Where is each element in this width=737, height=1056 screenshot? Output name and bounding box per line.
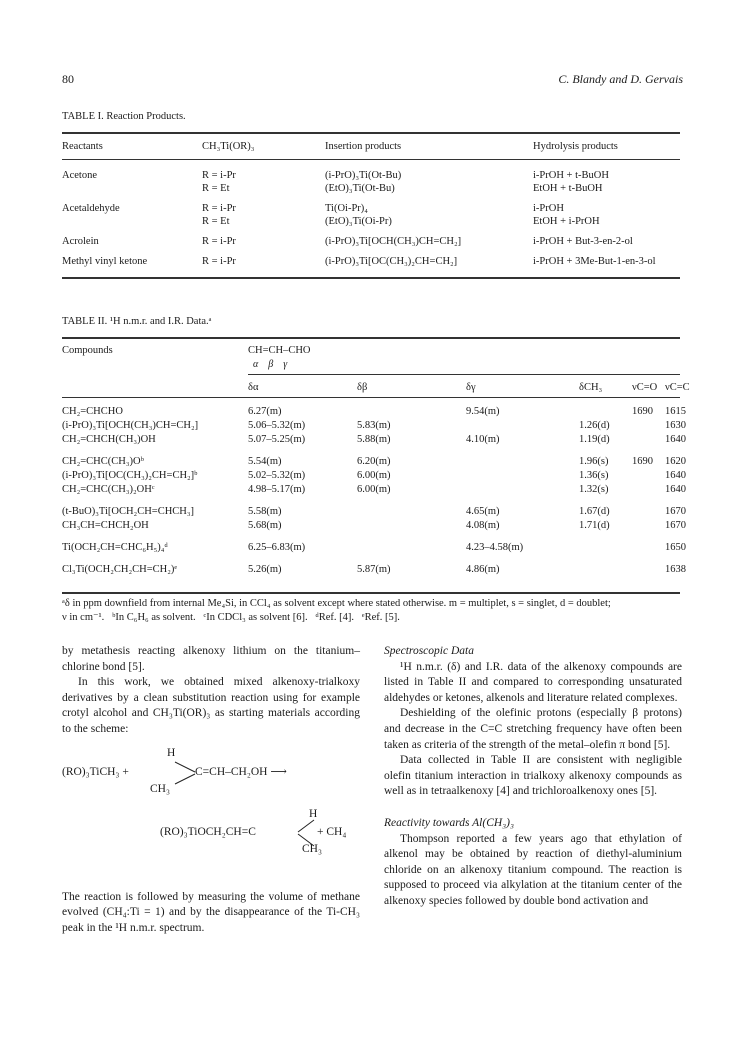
table-cell: 5.68(m)	[248, 520, 282, 531]
table-cell: Ti(Oi-Pr)₄	[325, 203, 368, 214]
table-cell: 4.98–5.17(m)	[248, 484, 306, 495]
table-cell: 1638	[665, 564, 686, 575]
table1	[62, 140, 680, 153]
table-cell: CH₂=CHCH(CH₃)OH	[62, 434, 156, 445]
table-cell: (i-PrO)₃Ti[OCH(CH₃)CH=CH₂]	[62, 420, 199, 431]
table-cell	[632, 433, 665, 455]
table2-header-compounds: Compounds	[62, 345, 113, 356]
table-row	[62, 182, 680, 202]
table-cell: i-PrOH	[533, 203, 564, 214]
table-cell: 5.02–5.32(m)	[248, 470, 306, 481]
table-cell	[632, 505, 665, 519]
paragraph: In this work, we obtained mixed alkenoxy-trialkoxy derivatives by a clean substitution reaction using for example crotyl alcohol and CH₃Ti(OR)₃ as starting materials according to the scheme:	[62, 676, 360, 735]
table-cell	[357, 519, 466, 541]
table2-subheader-row	[62, 381, 690, 394]
table2-subheader-cell: δγ	[466, 382, 476, 393]
table-cell: R = i-Pr	[202, 203, 236, 214]
table2-header-rule	[62, 397, 680, 398]
table-cell: 5.06–5.32(m)	[248, 420, 306, 431]
table2-footnote-line2: ν in cm⁻¹. ᵇIn C₆H₆ as solvent. ᶜIn CDCl₃ as solvent [6]. ᵈRef. [4]. ᵉRef. [5].	[62, 612, 400, 623]
table-cell	[357, 505, 466, 519]
table-cell: (EtO)₃Ti(Ot-Bu)	[325, 183, 395, 194]
table-cell	[466, 483, 579, 505]
table2-body	[62, 405, 686, 577]
table-cell: 5.87(m)	[357, 564, 391, 575]
table2-subheaders	[62, 381, 690, 394]
table-cell: 1615	[665, 406, 686, 417]
table-cell: 1.32(s)	[579, 484, 609, 495]
table-cell: 1.71(d)	[579, 520, 610, 531]
table-cell: 1650	[665, 542, 686, 553]
table2-subheader-cell: δCH₃	[579, 382, 603, 393]
table1-header-cell: Insertion products	[325, 141, 402, 152]
table1-header-row	[62, 140, 680, 153]
section-heading: Reactivity towards Al(CH₃)₃	[384, 816, 515, 829]
paragraph: by metathesis reacting alkenoxy lithium on the titanium–chlorine bond [5].	[62, 645, 360, 673]
table-cell: (i-PrO)₃Ti[OC(CH₃)₂CH=CH₂]	[325, 256, 458, 267]
table2-subheader-rule	[248, 374, 680, 375]
table-row	[62, 215, 680, 235]
reaction-scheme	[62, 738, 360, 888]
table2-bottom-rule	[62, 592, 680, 594]
scheme-methane: + CH₄	[317, 825, 347, 838]
table-cell: 1.67(d)	[579, 506, 610, 517]
table-cell	[466, 419, 579, 433]
table2-subheader-cell: δβ	[357, 382, 368, 393]
table-cell: 4.86(m)	[466, 564, 500, 575]
table-cell: Acetaldehyde	[62, 203, 120, 214]
paragraph: Data collected in Table II are consistent with negligible olefin titanium interaction in trialkoxy alkenoxy compounds as well as in tetraalkenoxy [4] and trichloroalkenoxy ones [5].	[384, 754, 682, 798]
table-cell	[632, 519, 665, 541]
table-row	[62, 419, 686, 433]
table-cell: (i-PrO)₃Ti[OCH(CH₃)CH=CH₂]	[325, 236, 462, 247]
table-cell	[466, 455, 579, 469]
table-cell	[632, 563, 665, 577]
table-cell	[579, 405, 632, 419]
table-cell: 5.07–5.25(m)	[248, 434, 306, 445]
table1-bottom-rule	[62, 277, 680, 279]
paragraph: ¹H n.m.r. (δ) and I.R. data of the alkenoxy compounds are listed in Table II and compared to corresponding unsaturated aldehydes or ketones, alkenols and literature related complexes.	[384, 660, 682, 704]
table-cell: Ti(OCH₂CH=CHC₆H₅)₄ᵈ	[62, 542, 168, 553]
table-cell: i-PrOH + 3Me-But-1-en-3-ol	[533, 256, 656, 267]
table-cell	[466, 469, 579, 483]
scheme-ch3-right: CH₃	[302, 842, 322, 855]
table-row	[62, 505, 686, 519]
table-cell: 6.00(m)	[357, 470, 391, 481]
table-cell: 5.58(m)	[248, 506, 282, 517]
table2-header-greek: α β γ	[253, 359, 288, 370]
table-row	[62, 405, 686, 419]
table-cell	[357, 405, 466, 419]
table-cell: 1640	[665, 484, 686, 495]
table1-header-cell: Hydrolysis products	[533, 141, 618, 152]
table2-subheader-cell: νC=C	[665, 382, 690, 393]
table-cell: Acrolein	[62, 236, 99, 247]
table-cell: 1670	[665, 520, 686, 531]
table1-caption: TABLE I. Reaction Products.	[62, 111, 186, 122]
table-cell: 1.36(s)	[579, 470, 609, 481]
running-header-authors: C. Blandy and D. Gervais	[558, 72, 683, 86]
table1-body	[62, 169, 680, 268]
table-cell: CH₃CH=CHCH₂OH	[62, 520, 149, 531]
table-cell: 1640	[665, 470, 686, 481]
scheme-reactant: (RO)₃TiCH₃ +	[62, 765, 129, 778]
table-cell: EtOH + i-PrOH	[533, 216, 600, 227]
table-cell: (t-BuO)₃Ti[OCH₂CH=CHCH₃]	[62, 506, 195, 517]
table-cell: 1630	[665, 420, 686, 431]
table-row	[62, 455, 686, 469]
table-cell: 1670	[665, 506, 686, 517]
table-cell: Methyl vinyl ketone	[62, 256, 148, 267]
table2-subheader-cell: νC=O	[632, 382, 658, 393]
scheme-bonds-left	[173, 754, 197, 790]
left-column	[62, 644, 360, 936]
table1-header-cell: CH₃Ti(OR)₃	[202, 141, 255, 152]
table-row	[62, 255, 680, 268]
table-cell: 1690	[632, 406, 653, 417]
table-row	[62, 483, 686, 505]
table-cell: R = i-Pr	[202, 236, 236, 247]
table-cell: 1.26(d)	[579, 420, 610, 431]
table-cell: 5.88(m)	[357, 434, 391, 445]
table-cell	[62, 215, 202, 235]
table-cell: 6.00(m)	[357, 484, 391, 495]
table-row	[62, 433, 686, 455]
table-cell: 6.20(m)	[357, 456, 391, 467]
table2-caption: TABLE II. ¹H n.m.r. and I.R. Data.ᵃ	[62, 316, 212, 327]
table-cell: 1640	[665, 434, 686, 445]
table-cell: Acetone	[62, 170, 97, 181]
table-cell: 9.54(m)	[466, 406, 500, 417]
scheme-product: (RO)₃TiOCH₂CH=C	[160, 825, 256, 838]
scheme-alkene: C=CH–CH₂OH ⟶	[195, 765, 287, 778]
table-cell	[62, 182, 202, 202]
table-cell: 5.83(m)	[357, 420, 391, 431]
table-row	[62, 519, 686, 541]
table-cell: 5.26(m)	[248, 564, 282, 575]
table-cell: EtOH + t-BuOH	[533, 183, 603, 194]
table-cell	[632, 419, 665, 433]
table-cell: 1620	[665, 456, 686, 467]
paragraph: Deshielding of the olefinic protons (especially β protons) and decrease in the C=C stretching frequency have often been taken as criteria of the strength of the metal–olefin π bond [5].	[384, 707, 682, 751]
table-cell: 6.27(m)	[248, 406, 282, 417]
table-cell: 4.23–4.58(m)	[466, 542, 524, 553]
table1-top-rule	[62, 132, 680, 134]
table-cell: 4.08(m)	[466, 520, 500, 531]
table-row	[62, 235, 680, 255]
table-cell	[579, 541, 632, 563]
table-cell	[357, 541, 466, 563]
table-cell: 1.19(d)	[579, 434, 610, 445]
right-column	[384, 644, 682, 910]
scheme-h-right: H	[309, 807, 318, 820]
table2-header-formula: CH=CH–CHO	[248, 345, 311, 356]
table-cell: CH₂=CHC(CH₃)Oᵇ	[62, 456, 144, 467]
table-cell	[579, 563, 632, 577]
paragraph: The reaction is followed by measuring the volume of methane evolved (CH₄:Ti = 1) and by the disappearance of the Ti-CH₃ peak in the ¹H n.m.r. spectrum.	[62, 890, 360, 934]
table-cell: (i-PrO)₃Ti[OC(CH₃)₂CH=CH₂]ᵇ	[62, 470, 198, 481]
table-row	[62, 541, 686, 563]
table-cell: Cl₃Ti(OCH₂CH₂CH=CH₂)ᵉ	[62, 564, 178, 575]
table2-subheader-cell: δα	[248, 382, 259, 393]
table1-header-rule	[62, 159, 680, 160]
table-cell: CH₂=CHC(CH₃)₂OHᶜ	[62, 484, 155, 495]
scheme-h-top: H	[167, 746, 176, 759]
table-cell: 6.25–6.83(m)	[248, 542, 306, 553]
table-cell: (EtO)₃Ti(Oi-Pr)	[325, 216, 392, 227]
table-cell: 4.10(m)	[466, 434, 500, 445]
table-cell	[632, 483, 665, 505]
table-cell: CH₂=CHCHO	[62, 406, 123, 417]
table-cell: R = Et	[202, 183, 230, 194]
table-row	[62, 202, 680, 215]
table-cell: 1.96(s)	[579, 456, 609, 467]
table-row	[62, 563, 686, 577]
scheme-ch3-low: CH₃	[150, 782, 170, 795]
page-number: 80	[62, 72, 74, 86]
table-cell: 4.65(m)	[466, 506, 500, 517]
table-cell: i-PrOH + But-3-en-2-ol	[533, 236, 633, 247]
table-cell: (i-PrO)₃Ti(Ot-Bu)	[325, 170, 402, 181]
table-cell: R = i-Pr	[202, 170, 236, 181]
table-cell: i-PrOH + t-BuOH	[533, 170, 609, 181]
table1-header-cell: Reactants	[62, 141, 103, 152]
table-row	[62, 469, 686, 483]
table-cell	[632, 469, 665, 483]
table2-top-rule	[62, 337, 680, 339]
table-cell: 1690	[632, 456, 653, 467]
table-row	[62, 169, 680, 182]
table-cell	[632, 541, 665, 563]
section-heading: Spectroscopic Data	[384, 645, 474, 657]
table-cell: R = Et	[202, 216, 230, 227]
table2-footnote-line1: ᵃδ in ppm downfield from internal Me₄Si, in CCl₄ as solvent except where stated otherwise. m = multiplet, s = singlet, d = doublet;	[62, 598, 611, 609]
paragraph: Thompson reported a few years ago that ethylation of alkenol may be obtained by reaction of diethyl-aluminium chloride on an alkenoxy titanium compound. The reaction is supposed to proceed via alkylation at the titanium center of the alkenoxy species followed by double bond activation and	[384, 832, 682, 907]
table-cell: R = i-Pr	[202, 256, 236, 267]
table-cell: 5.54(m)	[248, 456, 282, 467]
